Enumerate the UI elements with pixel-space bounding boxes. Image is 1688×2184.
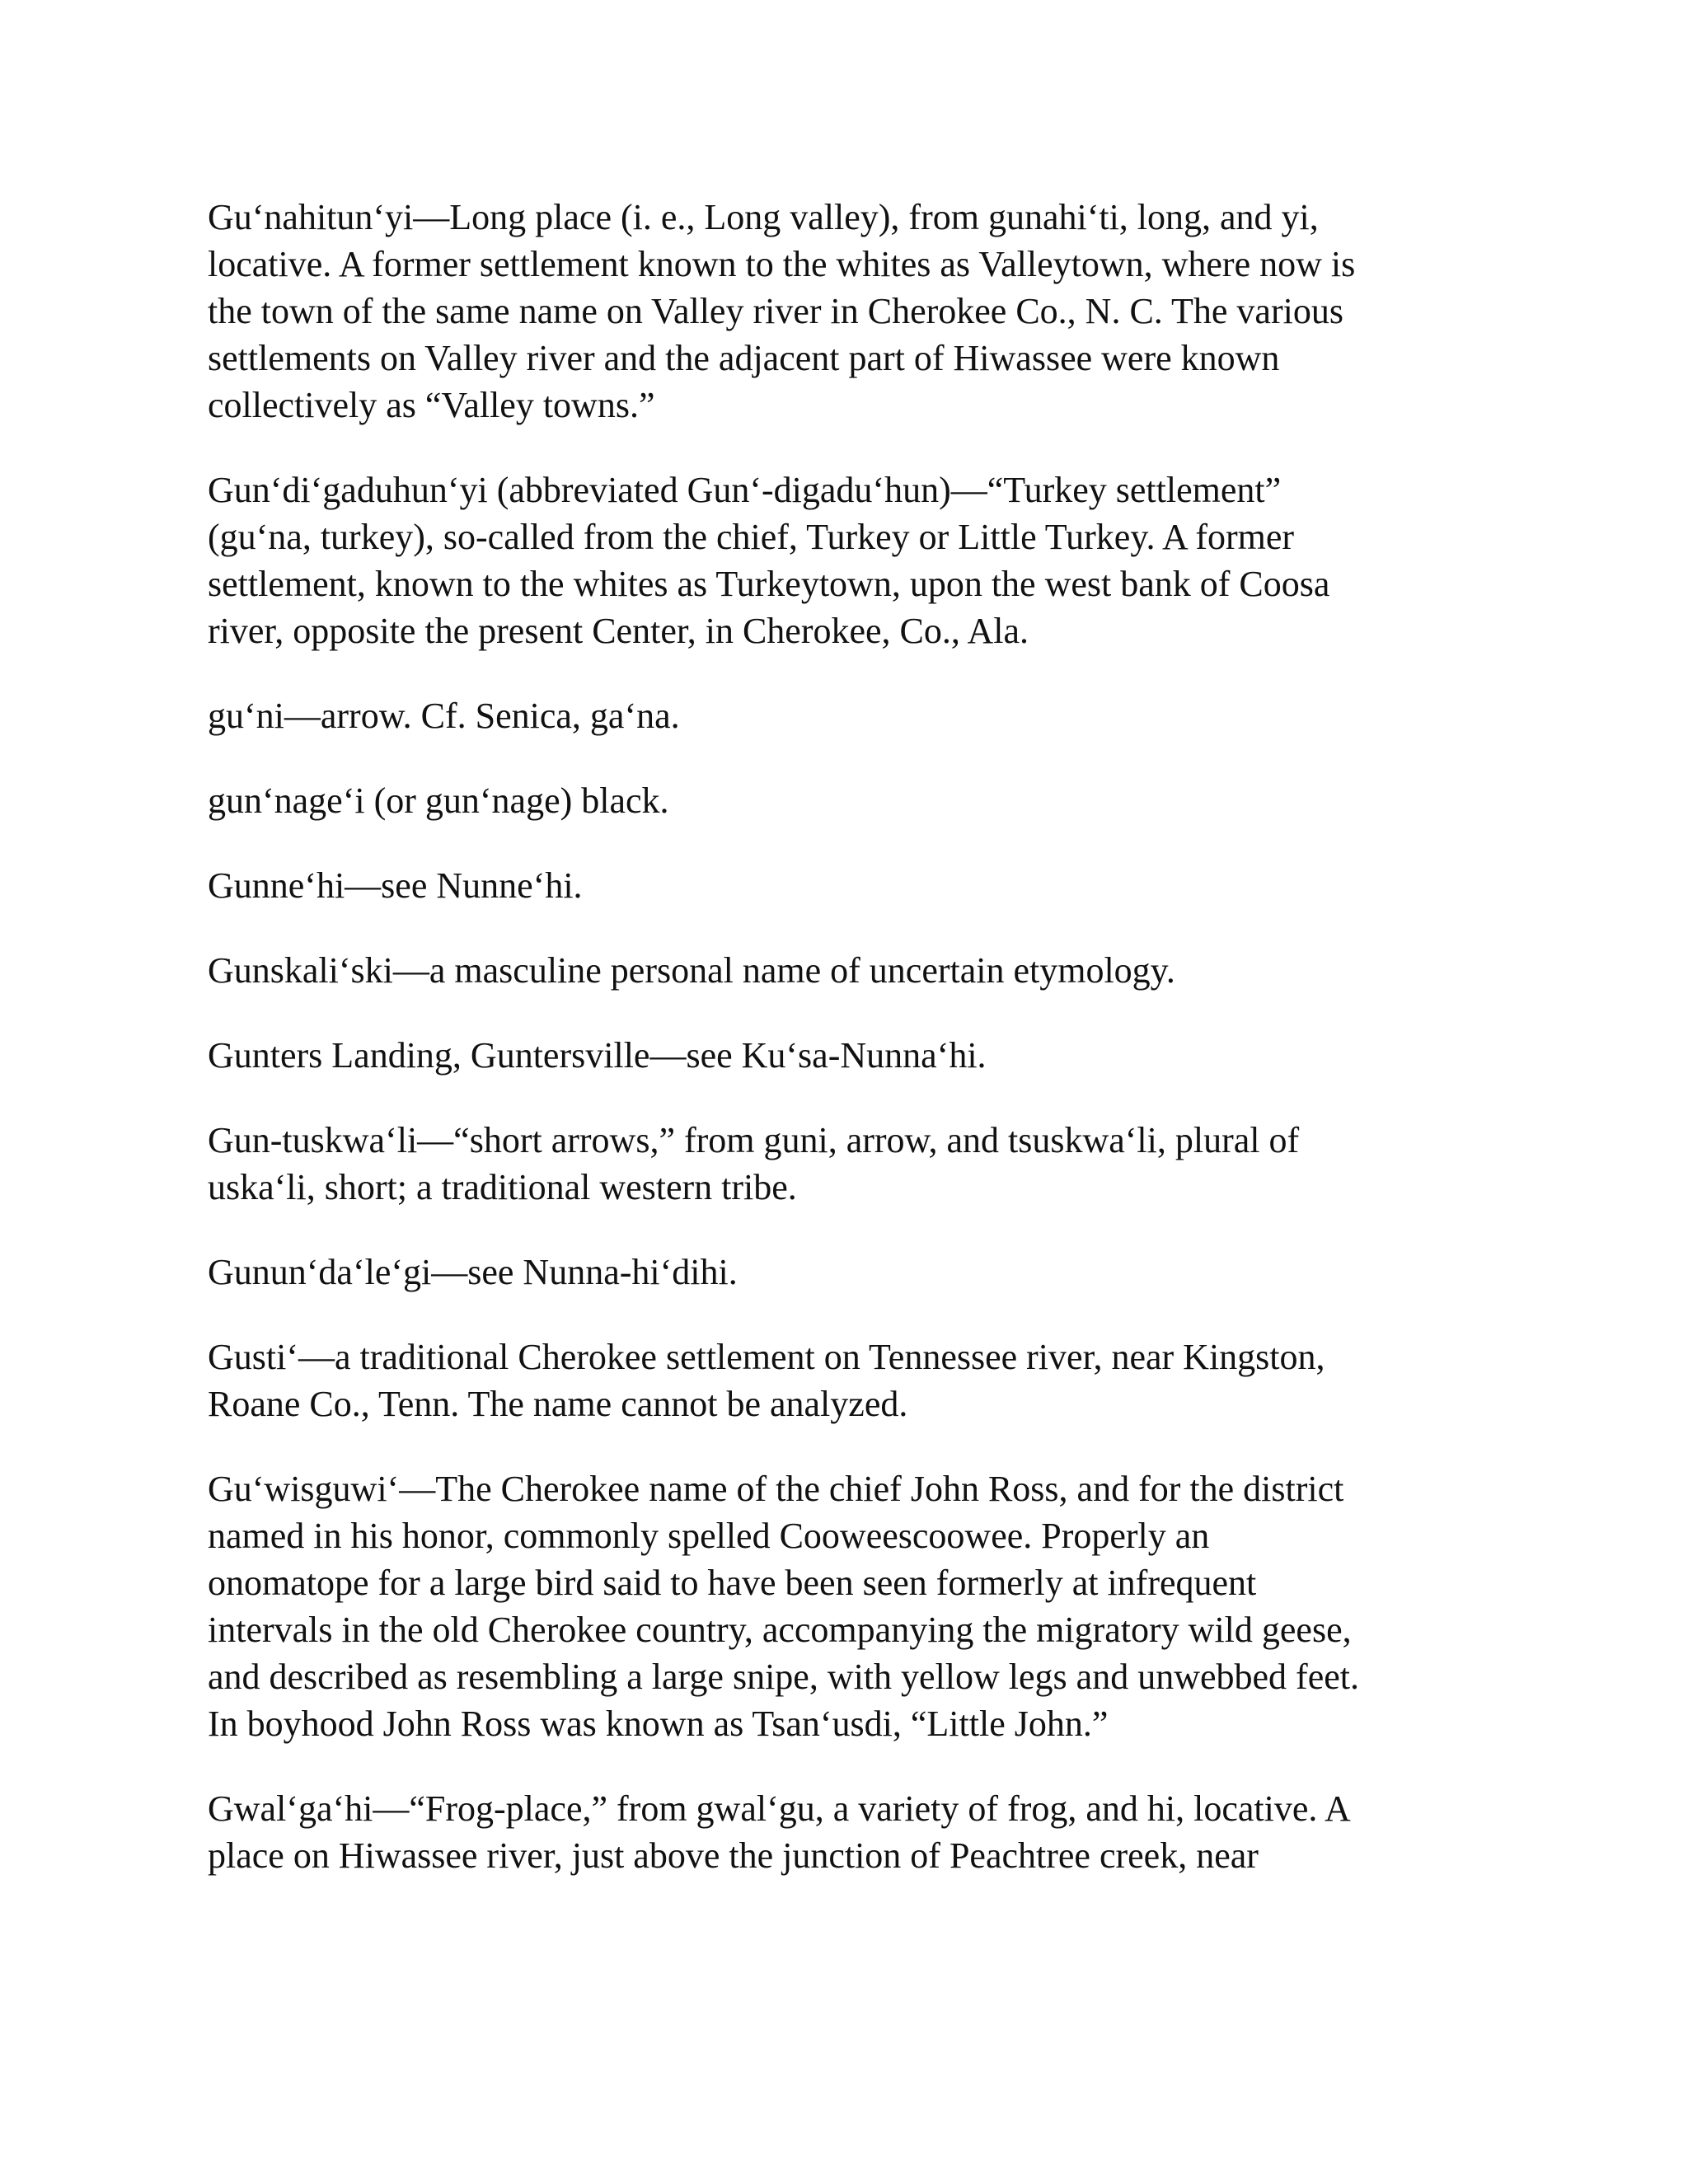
entry-gunnehi: Gunne‘hi—see Nunne‘hi. [208, 865, 583, 906]
entry-gwalgahi: Gwal‘ga‘hi—“Frog-place,” from gwal‘gu, a variety of frog, and hi, locative. A place on Hiwassee river, just above the junction of Peachtree creek, near [208, 1788, 1351, 1876]
entry-gunters-landing: Gunters Landing, Guntersville—see Ku‘sa-Nunna‘hi. [208, 1035, 987, 1076]
entry-gun-tuskwali: Gun-tuskwa‘li—“short arrows,” from guni, arrow, and tsuskwa‘li, plural of uska‘li, short; a traditional western tribe. [208, 1120, 1300, 1207]
entry-guni: gu‘ni—arrow. Cf. Senica, ga‘na. [208, 696, 680, 736]
entry-gunahitunyi: Gu‘nahitun‘yi—Long place (i. e., Long valley), from gunahi‘ti, long, and yi, locative. A former settlement known to the whites as Valleytown, where now is the town of the same name on Valley river in Cherokee Co., N. C. The various settlements on Valley river and the adjacent part of Hiwassee were known collectively as “Valley towns.” [208, 197, 1356, 425]
glossary-page [208, 194, 1493, 1917]
entry-gunskaliski: Gunskali‘ski—a masculine personal name of uncertain etymology. [208, 950, 1175, 991]
entry-guwisguwi: Gu‘wisguwi‘—The Cherokee name of the chief John Ross, and for the district named in his honor, commonly spelled Cooweescoowee. Properly an onomatope for a large bird said to have been seen formerly at infrequent intervals in the old Cherokee country, accompanying the migratory wild geese, and described as resembling a large snipe, with yellow legs and unwebbed feet. In boyhood John Ross was known as Tsan‘usdi, “Little John.” [208, 1469, 1359, 1744]
entry-gunundalegi: Gunun‘da‘le‘gi—see Nunna-hi‘dihi. [208, 1252, 738, 1292]
entry-gunnagei: gun‘nage‘i (or gun‘nage) black. [208, 780, 669, 821]
entry-gundigaduhunyi: Gun‘di‘gaduhun‘yi (abbreviated Gun‘-digadu‘hun)—“Turkey settlement” (gu‘na, turkey), so-called from the chief, Turkey or Little Turkey. A former settlement, known to the whites as Turkeytown, upon the west bank of Coosa river, opposite the present Center, in Cherokee, Co., Ala. [208, 470, 1330, 651]
entry-gusti: Gusti‘—a traditional Cherokee settlement on Tennessee river, near Kingston, Roane Co., Tenn. The name cannot be analyzed. [208, 1337, 1325, 1424]
